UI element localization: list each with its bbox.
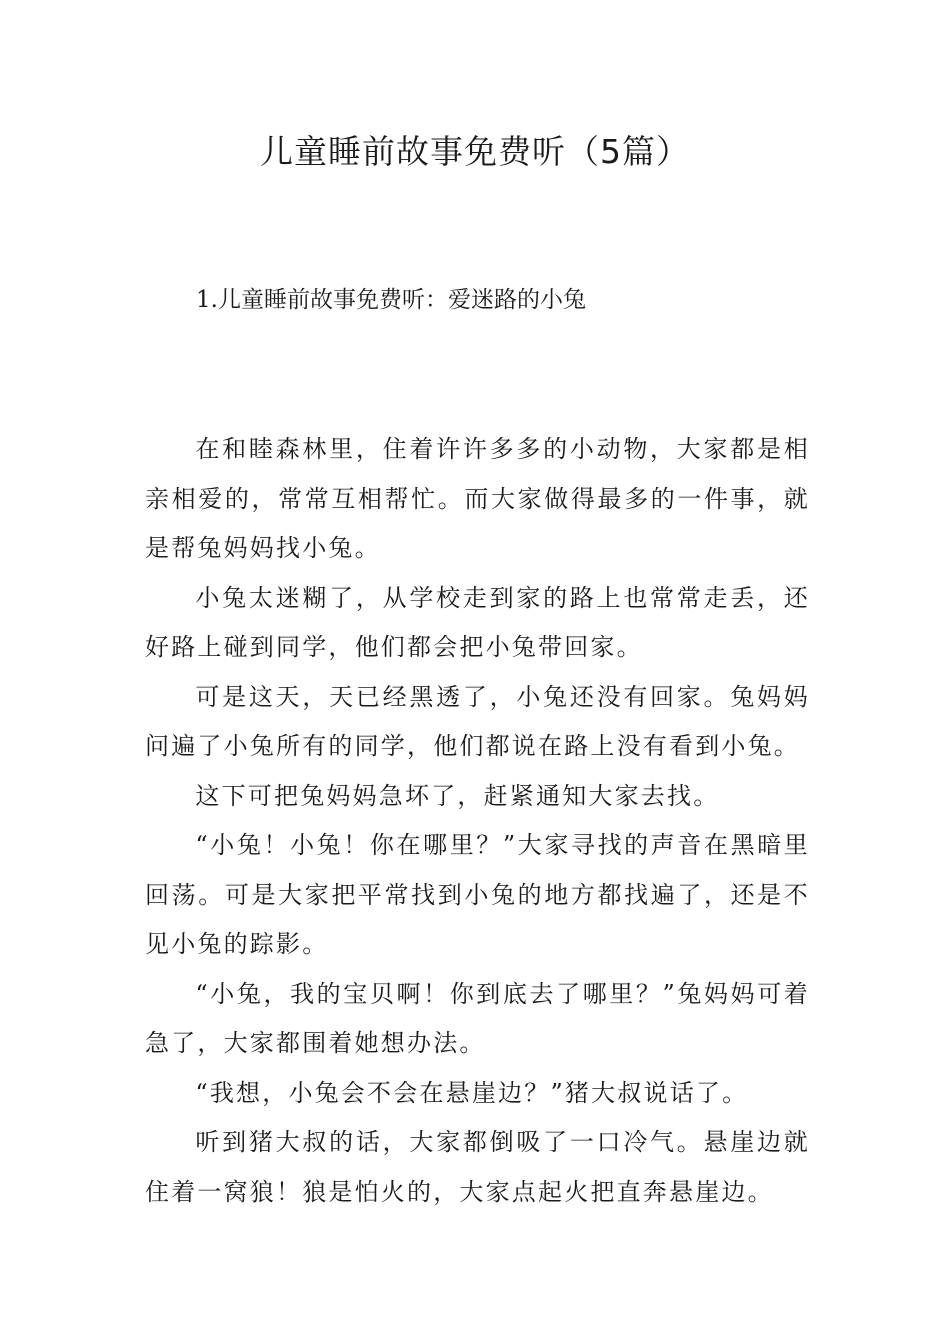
document-title: 儿童睡前故事免费听（5篇） — [260, 132, 690, 171]
story-paragraph: 这下可把兔妈妈急坏了，赶紧通知大家去找。 — [195, 781, 720, 810]
story-paragraph: “小兔，我的宝贝啊！你到底去了哪里？”兔妈妈可着急了，大家都围着她想办法。 — [145, 979, 810, 1057]
story-paragraph: “小兔！小兔！你在哪里？”大家寻找的声音在黑暗里回荡。可是大家把平常找到小兔的地方都找遍了，还是不见小兔的踪影。 — [145, 831, 810, 958]
story-paragraph: 小兔太迷糊了，从学校走到家的路上也常常走丢，还好路上碰到同学，他们都会把小兔带回家。 — [145, 583, 810, 661]
story-paragraph: 可是这天，天已经黑透了，小兔还没有回家。兔妈妈问遍了小兔所有的同学，他们都说在路上没有看到小兔。 — [145, 682, 810, 760]
story-paragraph: 在和睦森林里，住着许许多多的小动物，大家都是相亲相爱的，常常互相帮忙。而大家做得最多的一件事，就是帮兔妈妈找小兔。 — [145, 435, 810, 562]
section-heading: 1.儿童睡前故事免费听：爱迷路的小兔 — [196, 287, 586, 313]
story-body — [145, 425, 810, 1217]
story-paragraph: 听到猪大叔的话，大家都倒吸了一口冷气。悬崖边就住着一窝狼！狼是怕火的，大家点起火把直奔悬崖边。 — [145, 1128, 810, 1206]
story-paragraph: “我想，小兔会不会在悬崖边？”猪大叔说话了。 — [195, 1078, 749, 1107]
